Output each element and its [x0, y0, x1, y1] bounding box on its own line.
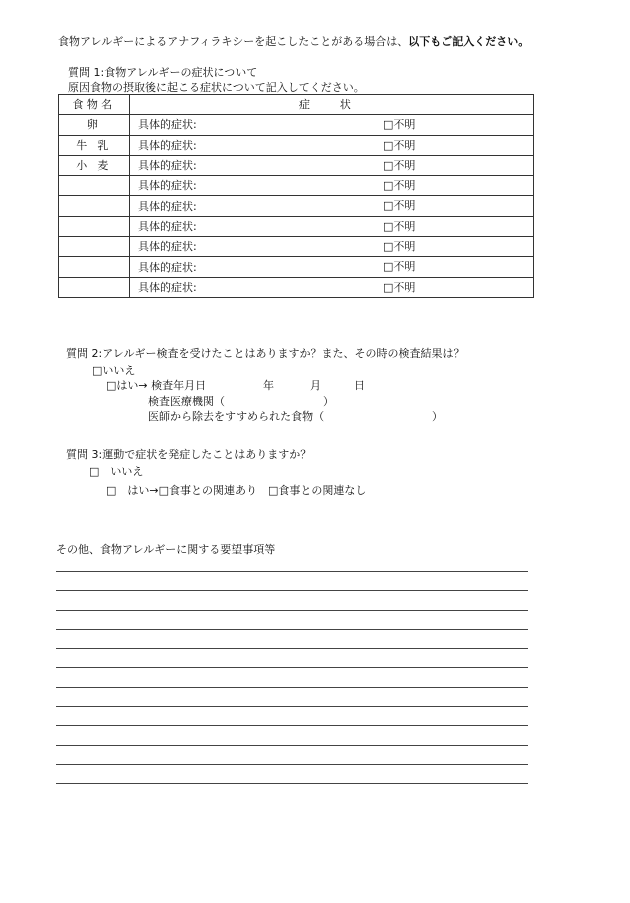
q1-subtitle: 原因食物の摂取後に起こる症状について記入してください。	[68, 81, 365, 94]
q1-title: 質問 1:食物アレルギーの症状について	[68, 66, 258, 79]
unknown-checkbox[interactable]: □不明	[383, 138, 416, 152]
symptom-table-body	[59, 115, 534, 298]
symptom-cell[interactable]	[130, 237, 534, 257]
symptom-cell[interactable]	[130, 196, 534, 216]
symptom-label: 具体的症状:	[138, 260, 197, 274]
unknown-checkbox[interactable]: □不明	[383, 240, 416, 254]
write-in-line[interactable]	[56, 764, 528, 783]
food-name-cell[interactable]	[59, 216, 130, 236]
write-in-line[interactable]	[56, 706, 528, 725]
write-in-line[interactable]	[56, 648, 528, 667]
symptom-cell[interactable]	[130, 135, 534, 155]
q2-food-close: ）	[432, 410, 443, 423]
symptom-row	[59, 155, 534, 175]
other-requests-lines[interactable]	[56, 571, 528, 803]
write-in-line[interactable]	[56, 725, 528, 744]
symptom-label: 具体的症状:	[138, 118, 197, 132]
unknown-checkbox[interactable]: □不明	[383, 199, 416, 213]
symptom-cell[interactable]	[130, 216, 534, 236]
food-name-cell[interactable]: 小 麦	[59, 155, 130, 175]
intro-text: 食物アレルギーによるアナフィラキシーを起こしたことがある場合は、以下もご記入ください。	[58, 35, 530, 48]
header-symptom: 症 状	[130, 95, 534, 115]
write-in-line[interactable]	[56, 667, 528, 686]
symptom-label: 具体的症状:	[138, 280, 197, 294]
write-in-line[interactable]	[56, 629, 528, 648]
symptom-row	[59, 196, 534, 216]
q2-yes-checkbox[interactable]: □はい→ 検査年月日	[106, 379, 207, 392]
q3-no-checkbox[interactable]: □ いいえ	[89, 465, 144, 478]
unknown-checkbox[interactable]: □不明	[383, 219, 416, 233]
symptom-cell[interactable]	[130, 277, 534, 297]
write-in-line[interactable]	[56, 687, 528, 706]
symptom-label: 具体的症状:	[138, 179, 197, 193]
food-name-cell[interactable]	[59, 176, 130, 196]
symptom-cell[interactable]	[130, 155, 534, 175]
symptom-row	[59, 115, 534, 135]
write-in-line[interactable]	[56, 783, 528, 802]
unknown-checkbox[interactable]: □不明	[383, 118, 416, 132]
symptom-table-header	[59, 95, 534, 115]
symptom-row	[59, 257, 534, 277]
symptom-cell[interactable]	[130, 115, 534, 135]
q2-no-checkbox[interactable]: □いいえ	[92, 364, 136, 377]
symptom-row	[59, 277, 534, 297]
food-name-cell[interactable]: 牛 乳	[59, 135, 130, 155]
q2-month-label: 月	[310, 379, 321, 392]
q3-yes-options[interactable]: □ はい→□食事との関連あり □食事との関連なし	[106, 484, 367, 497]
symptom-label: 具体的症状:	[138, 219, 197, 233]
symptom-row	[59, 135, 534, 155]
symptom-row	[59, 216, 534, 236]
food-name-cell[interactable]	[59, 196, 130, 216]
food-name-cell[interactable]	[59, 277, 130, 297]
symptom-label: 具体的症状:	[138, 240, 197, 254]
q2-institution-close: ）	[323, 395, 334, 408]
unknown-checkbox[interactable]: □不明	[383, 158, 416, 172]
unknown-checkbox[interactable]: □不明	[383, 280, 416, 294]
food-name-cell[interactable]	[59, 237, 130, 257]
header-food: 食物名	[59, 95, 130, 115]
q2-food-field[interactable]: 医師から除去をすすめられた食物（	[148, 410, 325, 423]
unknown-checkbox[interactable]: □不明	[383, 260, 416, 274]
symptom-row	[59, 237, 534, 257]
symptom-cell[interactable]	[130, 176, 534, 196]
write-in-line[interactable]	[56, 590, 528, 609]
symptom-table	[58, 94, 534, 298]
unknown-checkbox[interactable]: □不明	[383, 179, 416, 193]
write-in-line[interactable]	[56, 571, 528, 590]
write-in-line[interactable]	[56, 610, 528, 629]
intro-bold: 以下もご記入ください。	[408, 35, 530, 48]
q2-day-label: 日	[354, 379, 365, 392]
symptom-label: 具体的症状:	[138, 138, 197, 152]
symptom-cell[interactable]	[130, 257, 534, 277]
q3-title: 質問 3:運動で症状を発症したことはありますか？	[66, 448, 312, 461]
q2-year-label: 年	[263, 379, 274, 392]
q2-institution-field[interactable]: 検査医療機関（	[148, 395, 225, 408]
food-name-cell[interactable]: 卵	[59, 115, 130, 135]
q2-title: 質問 2:アレルギー検査を受けたことはありますか？また、その時の検査結果は？	[66, 347, 465, 360]
symptom-row	[59, 176, 534, 196]
write-in-line[interactable]	[56, 745, 528, 764]
food-name-cell[interactable]	[59, 257, 130, 277]
symptom-label: 具体的症状:	[138, 199, 197, 213]
other-requests-title: その他、食物アレルギーに関する要望事項等	[56, 543, 276, 556]
symptom-label: 具体的症状:	[138, 159, 197, 173]
